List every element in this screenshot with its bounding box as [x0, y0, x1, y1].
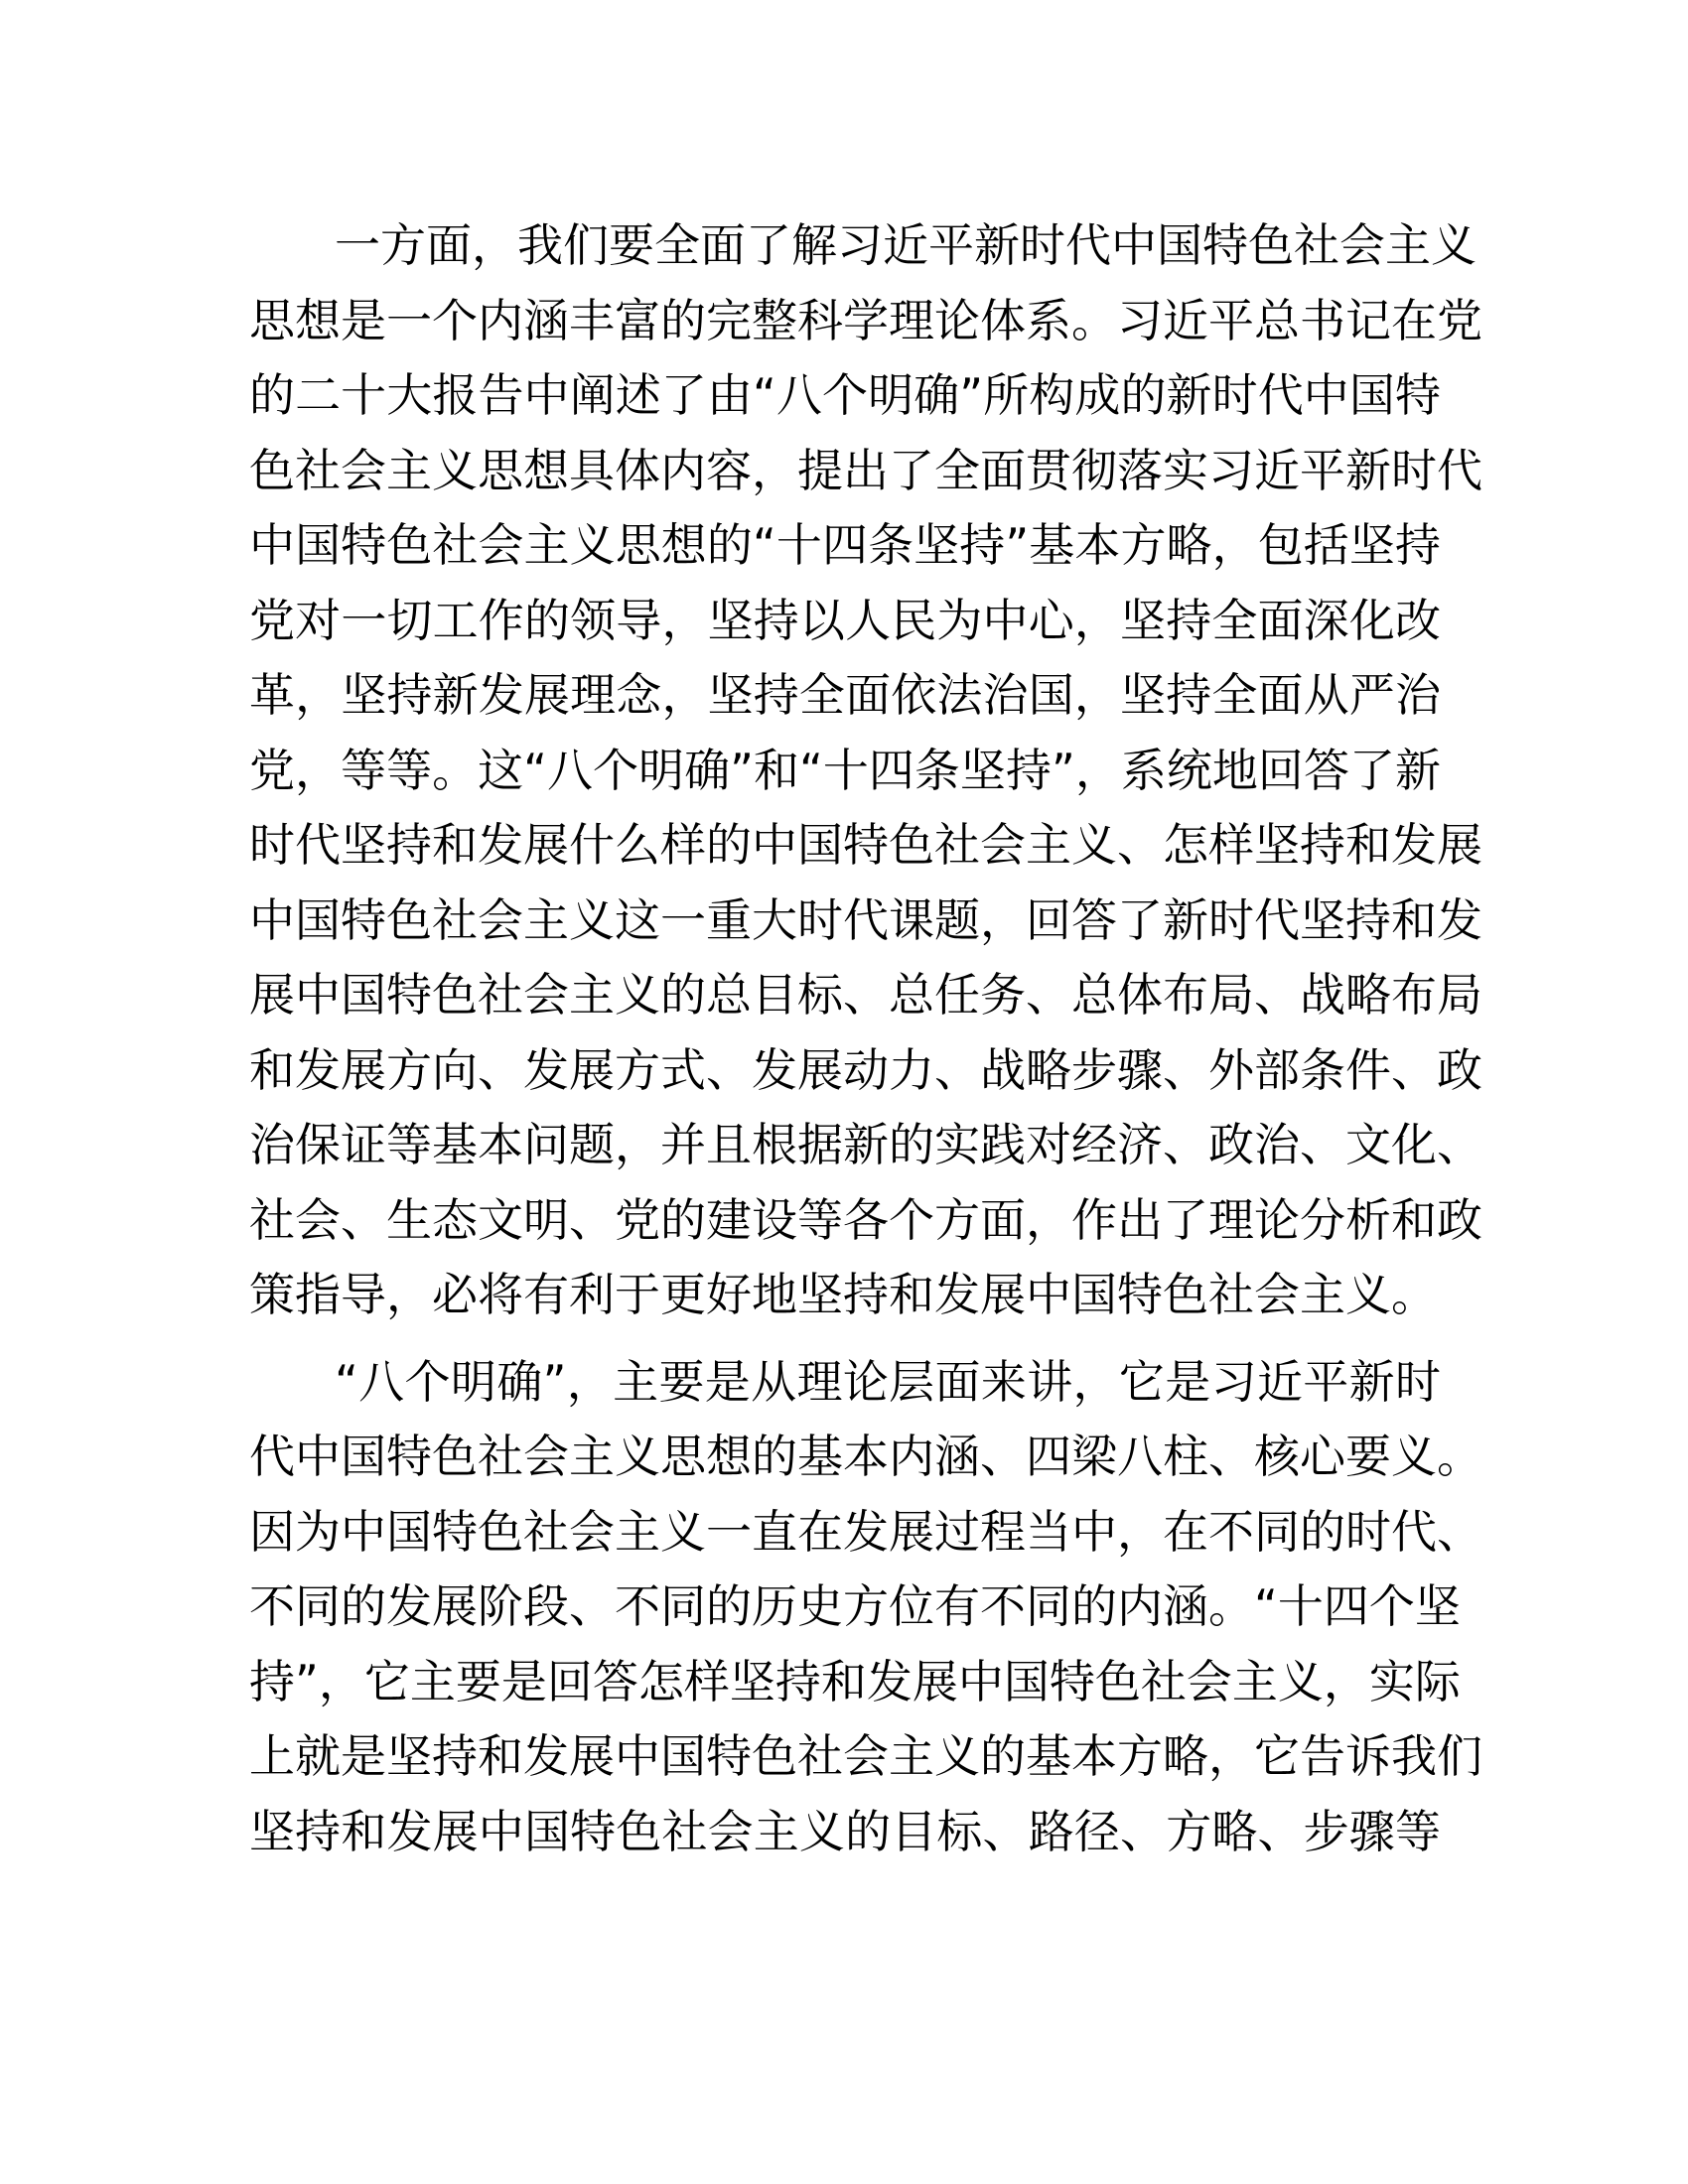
paragraph-line: 因为中国特色社会主义一直在发展过程当中，在不同的时代、	[249, 1504, 1482, 1559]
paragraph-line: 的二十大报告中阐述了由“八个明确”所构成的新时代中国特	[249, 368, 1441, 422]
paragraph-line: 党，等等。这“八个明确”和“十四条坚持”，系统地回答了新	[249, 743, 1441, 797]
body-text	[249, 208, 1482, 1869]
paragraph-line: 党对一切工作的领导，坚持以人民为中心，坚持全面深化改	[249, 593, 1441, 647]
paragraph-line: 展中国特色社会主义的总目标、总任务、总体布局、战略布局	[249, 968, 1482, 1022]
paragraph-line: 思想是一个内涵丰富的完整科学理论体系。习近平总书记在党	[249, 293, 1482, 347]
paragraph-line: 中国特色社会主义思想的“十四条坚持”基本方略，包括坚持	[249, 518, 1441, 572]
paragraph-line: 一方面，我们要全面了解习近平新时代中国特色社会主义	[335, 218, 1477, 272]
paragraph-line: 和发展方向、发展方式、发展动力、战略步骤、外部条件、政	[249, 1042, 1482, 1097]
paragraph-line: 革，坚持新发展理念，坚持全面依法治国，坚持全面从严治	[249, 668, 1441, 722]
paragraph-line: “八个明确”，主要是从理论层面来讲，它是习近平新时	[335, 1354, 1441, 1409]
paragraph-line: 代中国特色社会主义思想的基本内涵、四梁八柱、核心要义。	[249, 1430, 1482, 1483]
paragraph-line: 社会、生态文明、党的建设等各个方面，作出了理论分析和政	[249, 1192, 1482, 1247]
paragraph-line: 策指导，必将有利于更好地坚持和发展中国特色社会主义。	[249, 1268, 1437, 1321]
paragraph-line: 坚持和发展中国特色社会主义的目标、路径、方略、步骤等	[249, 1804, 1441, 1858]
paragraph-line: 治保证等基本问题，并且根据新的实践对经济、政治、文化、	[249, 1118, 1482, 1171]
paragraph-1	[249, 208, 1482, 1333]
paragraph-line: 中国特色社会主义这一重大时代课题，回答了新时代坚持和发	[249, 892, 1482, 947]
paragraph-line: 不同的发展阶段、不同的历史方位有不同的内涵。“十四个坚	[249, 1579, 1461, 1633]
paragraph-spacer	[249, 1333, 1441, 1345]
paragraph-line: 持”，它主要是回答怎样坚持和发展中国特色社会主义，实际	[249, 1654, 1461, 1708]
paragraph-2	[249, 1345, 1482, 1870]
paragraph-line: 色社会主义思想具体内容，提出了全面贯彻落实习近平新时代	[249, 443, 1482, 497]
paragraph-line: 时代坚持和发展什么样的中国特色社会主义、怎样坚持和发展	[249, 818, 1482, 872]
paragraph-line: 上就是坚持和发展中国特色社会主义的基本方略，它告诉我们	[249, 1729, 1482, 1783]
